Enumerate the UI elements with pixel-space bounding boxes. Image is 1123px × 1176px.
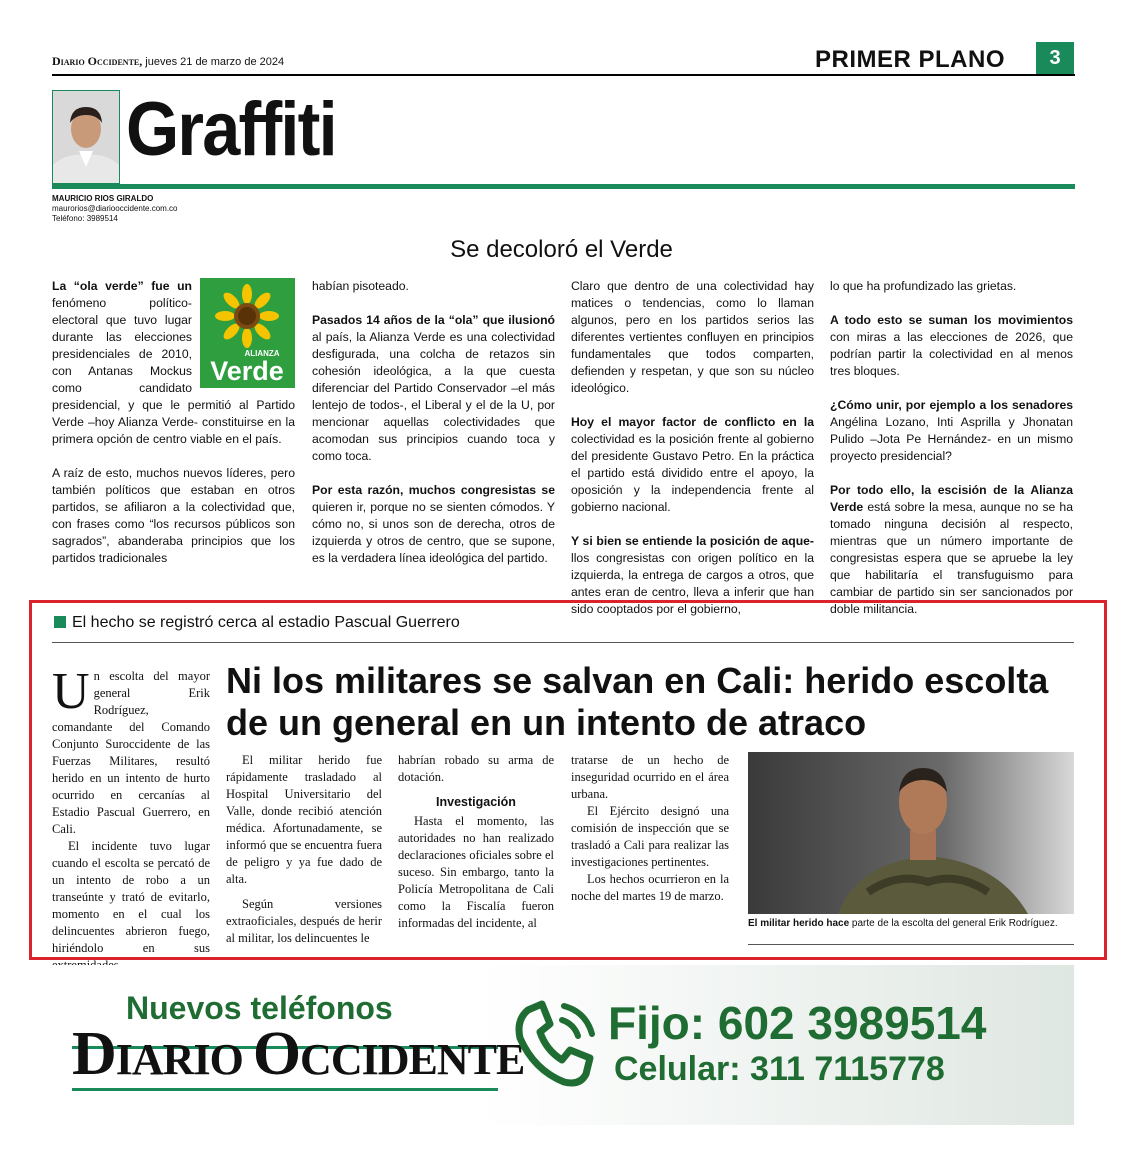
- logo-small-text: ALIANZA: [244, 349, 280, 358]
- column-title: Graffiti: [126, 87, 336, 172]
- c1-lead: La “ola verde” fue un: [52, 279, 192, 293]
- c2-p1: habían pisoteado.: [312, 279, 409, 293]
- a4-p1: tratarse de un hecho de inseguridad ocurrido en el área urbana.: [571, 753, 729, 801]
- c4-p3-body: Angélina Lozano, Inti Asprilla y Jhonatan Pulido –Jota Pe Hernández- en un mismo proyecto presidencial?: [830, 415, 1073, 463]
- article-col-1: [52, 663, 210, 974]
- author-photo: [52, 90, 120, 184]
- article-subhead: Investigación: [436, 795, 516, 809]
- c1-body: fenómeno político-electoral que tuvo lugar durante las elecciones presidenciales de 2010, con Antanas Mockus como candidato presidencial, y que le permitió al Partido Verde –hoy Alianza Verde- constituirse en la primera opción de centro viable en el país.: [52, 296, 295, 446]
- column-4: [830, 278, 1073, 635]
- column-2: [312, 278, 555, 584]
- author-name: MAURICIO RIOS GIRALDO: [52, 194, 154, 203]
- column-1: [52, 278, 295, 584]
- kicker-rule: [52, 642, 1074, 643]
- article-kicker: [54, 614, 460, 632]
- soldier-photo: [748, 752, 1074, 914]
- author-block: [52, 194, 178, 224]
- caption-rule: [748, 944, 1074, 945]
- c3-p2-body: colectividad es la posición frente al gobierno del presidente Gustavo Petro. En la práctica el partido está dividido entre el apoyo, la oposición y la independencia frente al gobierno nacional.: [571, 432, 814, 514]
- brand-part-1: IARIO: [115, 1035, 253, 1084]
- a2-p1: El militar herido fue rápidamente trasladado al Hospital Universitario del Valle, donde recibió atención médica. Afortunadamente, se informó que se encuentra fuera de peligro y ya fue dado de alta.: [226, 753, 382, 886]
- kicker-text: El hecho se registró cerca al estadio Pascual Guerrero: [72, 614, 460, 631]
- caption-lead: El militar herido hace: [748, 918, 850, 929]
- ad-logo-rule-bottom: [72, 1088, 498, 1091]
- author-email: maurorios@diariooccidente.com.co: [52, 204, 178, 213]
- page-number: 3: [1036, 42, 1074, 74]
- paper-name: Diario Occidente,: [52, 54, 143, 68]
- c2-p2-body: al país, la Alianza Verde es una colectividad desfigurada, una colcha de retazos sin cohesión ideológica, a la que cuesta diferenciar del Partido Conservador –el más lentejo de todos-, el Liberal y el de la U, por mencionar aquellas colectividades que acomodan sus principios cuando toca y como toca.: [312, 330, 555, 463]
- logo-big-text: Verde: [210, 356, 284, 386]
- ad-mobile: Celular: 311 7115778: [614, 1050, 945, 1088]
- kicker-square-icon: [54, 616, 66, 628]
- dropcap: U: [52, 663, 90, 720]
- a1-p1: n escolta del mayor general Erik Rodríguez, comandante del Comando Conjunto Suroccidente de las Fuerzas Militares, resultó herido en un intento de hurto ocurrido en cercanías al Estadio Pascual Guerrero, en Cali.: [52, 669, 210, 836]
- a3-p2: Hasta el momento, las autoridades no han realizado declaraciones oficiales sobre el suceso. Sin embargo, tanto la Policía Metropolitana de Cali como la Fiscalía fueron informadas del incidente, al: [398, 814, 554, 930]
- c4-p1: lo que ha profundizado las grietas.: [830, 279, 1017, 293]
- c3-p1: Claro que dentro de una colectividad hay matices o tendencias, como lo llaman algunos, pero en los partidos serios las diferentes vertientes confluyen en principios fundamentales que todos comparten, defienden y respetan, y que son su núcleo ideológico.: [571, 279, 814, 395]
- top-rule: [52, 74, 1075, 76]
- c2-p2-lead: Pasados 14 años de la “ola” que ilusionó: [312, 313, 555, 327]
- alianza-verde-logo: [200, 278, 295, 388]
- ad-title: Nuevos teléfonos: [126, 990, 393, 1026]
- column-body: [52, 278, 1074, 616]
- c4-p4-body: está sobre la mesa, aunque no se ha tomado ninguna decisión al respecto, mientras que un número importante de congresistas espera que se apruebe la ley que habilitaría el transfuguismo para cambiar de partido sin ser sancionados por doble militancia.: [830, 500, 1073, 616]
- brand-letter-d: D: [72, 1020, 116, 1088]
- a2-p2: Según versiones extraoficiales, después de herir al militar, los delincuentes le: [226, 897, 382, 945]
- a4-p3: Los hechos ocurrieron en la noche del martes 19 de marzo.: [571, 872, 729, 903]
- c3-p3-lead: Y si bien se entiende la posición de aque-: [571, 534, 814, 548]
- a1-p2: El incidente tuvo lugar cuando el escolta se percató de un intento de robo a un transeúnte y trató de evitarlo, momento en el cual los delincuentes abrieron fuego, hiriéndolo en sus: [52, 839, 210, 955]
- brand-part-2: CCIDENTE: [300, 1035, 525, 1084]
- phone-icon: [510, 996, 600, 1090]
- caption-body: parte de la escolta del general Erik Rodríguez.: [849, 918, 1058, 929]
- c4-p2-lead: A todo esto se suman los movimientos: [830, 313, 1073, 327]
- c4-p3-lead: ¿Cómo unir, por ejemplo a los senadores: [830, 398, 1073, 412]
- c2-p3-body: quieren ir, porque no se sienten cómodos. Y cómo no, si unos son de derecha, otros de izquierda y otros de centro, que se supone, es la verdadera línea ideológica del partido.: [312, 500, 555, 565]
- column-3: [571, 278, 814, 635]
- masthead-line: [52, 54, 284, 69]
- article-col-2: [226, 752, 382, 947]
- issue-date: jueves 21 de marzo de 2024: [145, 56, 285, 68]
- c3-p2-lead: Hoy el mayor factor de conflicto en la: [571, 415, 814, 429]
- c2-p3-lead: Por esta razón, muchos congresistas se: [312, 483, 555, 497]
- a4-p2: El Ejército designó una comisión de inspección que se trasladó a Cali para realizar las investigaciones pertinentes.: [571, 804, 729, 869]
- column-headline: Se decoloró el Verde: [450, 236, 673, 263]
- article-col-4: [571, 752, 729, 905]
- green-rule: [52, 184, 1075, 189]
- a3-p1: habrían robado su arma de dotación.: [398, 753, 554, 784]
- c1-p2: A raíz de esto, muchos nuevos líderes, pero también políticos que estaban en otros partidos, se afiliaron a la colectividad que, con frases como “los recursos públicos son sagrados”, abanderaba principios que los partidos tradicionales: [52, 466, 295, 565]
- ad-landline: Fijo: 602 3989514: [608, 997, 987, 1049]
- c4-p4-lead: Por todo ello, la escisión de la Alianza Verde: [830, 483, 1073, 514]
- ad-brand-logo: [72, 1020, 525, 1088]
- c3-p3-body: llos congresistas con origen político en la izquierda, la entrega de cargos a otros, que antes eran de centro, lleva a inferir que han sido cooptados por el gobierno,: [571, 551, 814, 616]
- brand-letter-o: O: [252, 1020, 301, 1088]
- c4-p2-body: con miras a las elecciones de 2026, que podrían partir la colectividad en al menos tres bloques.: [830, 330, 1073, 378]
- article-headline: Ni los militares se salvan en Cali: herido escolta de un general en un intento de atraco: [226, 660, 1049, 743]
- photo-caption: [748, 918, 1074, 930]
- article-col-3: [398, 752, 554, 932]
- section-title: PRIMER PLANO: [815, 46, 1006, 73]
- author-phone: Teléfono: 3989514: [52, 214, 118, 223]
